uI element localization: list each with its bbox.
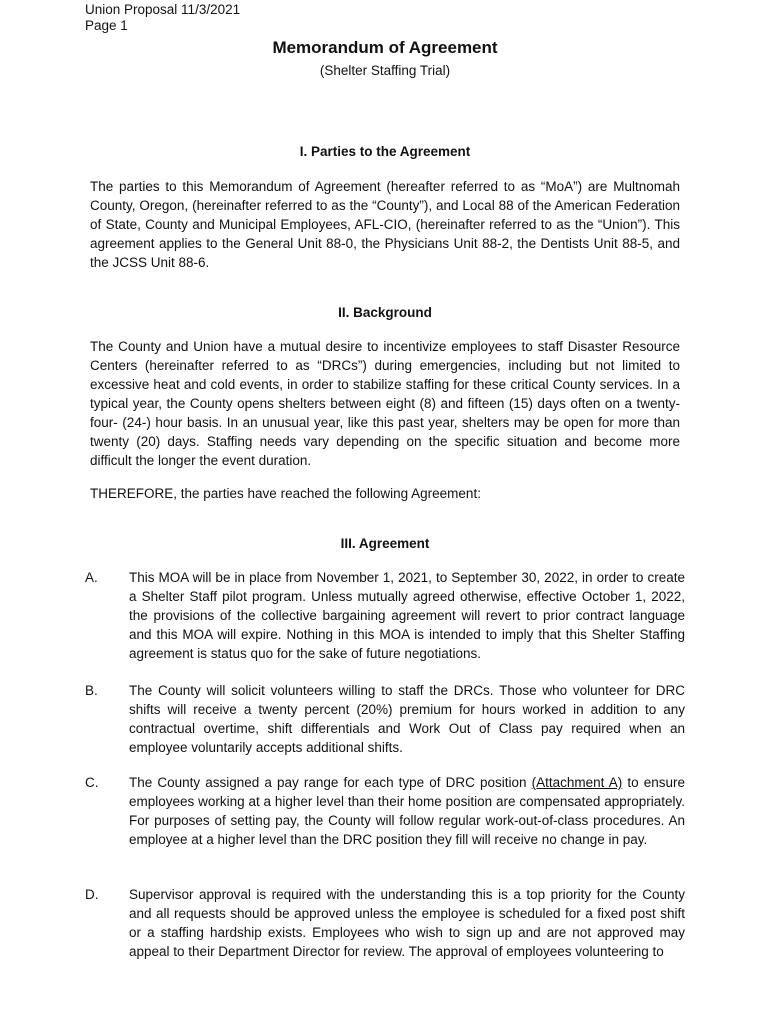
section-heading-background: II. Background: [338, 305, 432, 320]
item-letter-b: B.: [85, 683, 98, 698]
therefore-paragraph: THEREFORE, the parties have reached the following Agreement:: [90, 486, 481, 501]
header-proposal-date: Union Proposal 11/3/2021: [85, 2, 241, 17]
section-heading-agreement: III. Agreement: [340, 536, 430, 551]
item-text-b: The County will solicit volunteers willing to staff the DRCs. Those who volunteer for DRC shifts will receive a twenty percent (20%) premium for hours worked in addition to any contractual overtime, shift differentials and Work Out of Class pay required when an employee voluntarily accepts additional shifts.: [129, 683, 685, 755]
item-text-c-part2: to ensure employees working at a higher level than their home position are compensated appropriately. For purposes of setting pay, the County will follow regular work-out-of-class procedures. An employee at a higher level than the DRC position they fill will receive no change in pay.: [129, 775, 685, 847]
page-header: [85, 2, 240, 34]
item-letter-a: A.: [85, 570, 98, 585]
item-text-a: This MOA will be in place from November 1, 2021, to September 30, 2022, in order to create a Shelter Staff pilot program. Unless mutually agreed otherwise, effective October 1, 2022, the provisions of the collective bargaining agreement will revert to prior contract language and this MOA will expire. Nothing in this MOA is intended to imply that this Shelter Staffing agreement is status quo for the sake of future negotiations.: [129, 570, 685, 661]
document-subtitle: (Shelter Staffing Trial): [319, 63, 451, 78]
attachment-a-link[interactable]: (Attachment A): [531, 775, 623, 790]
background-paragraph: The County and Union have a mutual desire to incentivize employees to staff Disaster Resource Centers (hereinafter referred to as “DRCs”) during emergencies, including but not limited to excessive heat and cold events, in order to stabilize staffing for these critical County services. In a typical year, the County opens shelters between eight (8) and fifteen (15) days often on a twenty-four- (24-) hour basis. In an unusual year, like this past year, shelters may be open for more than twenty (20) days. Staffing needs vary depending on the specific situation and become more difficult the longer the event duration.: [90, 339, 680, 468]
item-letter-d: D.: [85, 887, 99, 902]
item-text-c-part1: The County assigned a pay range for each type of DRC position: [129, 775, 532, 790]
parties-paragraph: The parties to this Memorandum of Agreement (hereafter referred to as “MoA”) are Multnomah County, Oregon, (hereinafter referred to as the “County”), and Local 88 of the American Federation of State, County and Municipal Employees, AFL-CIO, (hereinafter referred to as the “Union”). This agreement applies to the General Unit 88-0, the Physicians Unit 88-2, the Dentists Unit 88-5, and the JCSS Unit 88-6.: [90, 179, 680, 270]
section-heading-parties: I. Parties to the Agreement: [299, 144, 471, 159]
item-letter-c: C.: [85, 775, 99, 790]
header-page-number: Page 1: [85, 18, 128, 33]
document-title: Memorandum of Agreement: [272, 38, 498, 57]
item-text-d: Supervisor approval is required with the understanding this is a top priority for the County and all requests should be approved unless the employee is scheduled for a fixed post shift or a staffing hardship exists. Employees who wish to sign up and are not approved may appeal to their Department Director for review. The approval of employees volunteering to: [129, 887, 685, 959]
item-text-c: [129, 773, 685, 849]
